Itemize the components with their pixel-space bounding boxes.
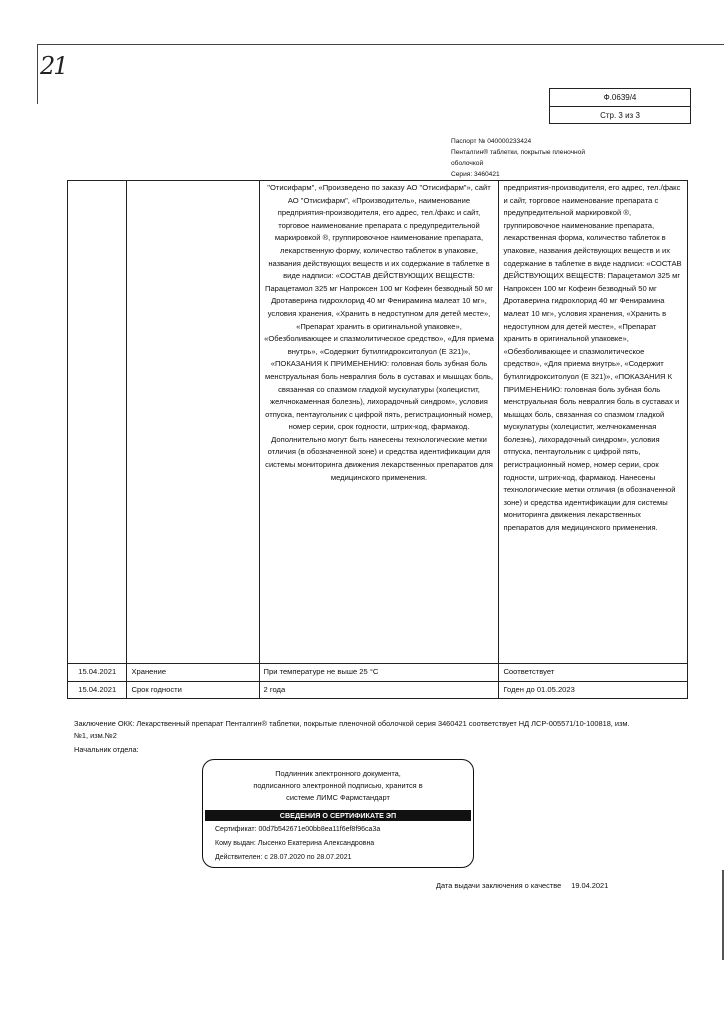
result-cell: предприятия-производителя, его адрес, тел./факс и сайт, торговое наименование препарата с предупредительной маркировкой ®, группировочное наименование препарата, лекарственная форма, количество таблеток в упаковке, названия действующих веществ и их содержание в таблетке в виде надписи: «СОСТАВ ДЕЙСТВУЮЩИХ ВЕЩЕСТВ: Парацетамол 325 мг Напроксен 100 мг Кофеин безводный 50 мг Дротаверина гидрохлорид 40 мг Фенирамина малеат 10 мг», условия хранения, «Хранить в недоступном для детей месте», «Препарат хранить в оригинальной упаковке», «Обезболивающее и спазмолитическое средство», «Для приема внутрь», «Содержит бутилгидрокситолуол (Е 321)», «ПОКАЗАНИЯ К ПРИМЕНЕНИЮ: головная боль зубная боль менструальная боль невралгия боль в суставах и мышцах боль, связанная со спазмом гладкой мускулатуры (холецистит, желчнокаменная болезнь), лихорадочный синдром», условия отпуска, пентаугольник с цифрой пять, регистрационный номер, номер серии, срок годности, штрих-код, фармакод. Нанесены технологические метки отличия (в обозначенной зоне) и средства идентификации для системы мониторинга движения лекарственных препаратов для медицинского применения. <box>499 181 688 664</box>
electronic-signature-stamp <box>202 759 474 868</box>
requirement-cell: 2 года <box>259 681 499 699</box>
certificate-validity: Действителен: с 28.07.2020 по 28.07.2021 <box>215 854 352 861</box>
table-row <box>68 664 688 682</box>
quality-table <box>67 180 688 699</box>
handwritten-page-number: 21 <box>40 52 67 80</box>
result-cell: Соответствует <box>499 664 688 682</box>
certificate-header: СВЕДЕНИЯ О СЕРТИФИКАТЕ ЭП <box>205 810 471 821</box>
parameter-cell: Срок годности <box>127 681 259 699</box>
left-border-line <box>37 44 38 104</box>
certificate-id: Сертификат: 00d7b542671e00bb8ea11f6ef8f96ca3a <box>215 826 381 833</box>
certificate-owner: Кому выдан: Лысенко Екатерина Александровна <box>215 840 375 847</box>
table-row <box>68 181 688 664</box>
passport-info <box>451 136 641 180</box>
issue-date-line <box>436 881 608 890</box>
page-number: Стр. 3 из 3 <box>550 106 690 124</box>
requirement-cell: При температуре не выше 25 °С <box>259 664 499 682</box>
requirement-text: "Отисифарм", «Произведено по заказу АО "Отисифарм"», сайт АО "Отисифарм", «Производитель», наименование предприятия-производителя, его адрес, тел./факс и сайт, торговое наименование препарата с предупредительной маркировкой ®, группировочное наименование препарата, лекарственную форму, количество таблеток в упаковке, названия действующих веществ и их содержание в таблетке в виде надписи: «СОСТАВ ДЕЙСТВУЮЩИХ ВЕЩЕСТВ: Парацетамол 325 мг Напроксен 100 мг Кофеин безводный 50 мг Дротаверина гидрохлорид 40 мг Фенирамина малеат 10 мг», условия хранения, «Хранить в недоступном для детей месте», «Препарат хранить в оригинальной упаковке», «Обезболивающее и спазмолитическое средство», «Для приема внутрь», «Содержит бутилгидрокситолуол (Е 321)», «ПОКАЗАНИЯ К ПРИМЕНЕНИЮ: головная боль зубная боль менструальная боль невралгия боль в суставах и мышцах боль, связанная со спазмом гладкой мускулатуры (холецистит, желчнокаменная болезнь), лихорадочный синдром», условия отпуска, пентаугольник с цифрой пять, регистрационный номер, номер серии, срок годности, штрих-код, фармакод. Дополнительно могут быть нанесены технологические метки отличия (в обозначенной зоне) и средства идентификации для системы мониторинга движения лекарственных препаратов для медицинского применения. <box>264 183 494 482</box>
signature-note-line1: Подлинник электронного документа, <box>275 769 401 778</box>
product-name-line1: Пенталгин® таблетки, покрытые пленочной <box>451 149 586 156</box>
chief-label: Начальник отдела: <box>74 745 139 754</box>
signature-note-line3: системе ЛИМС Фармстандарт <box>286 793 390 802</box>
date-cell: 15.04.2021 <box>68 664 127 682</box>
date-cell: 15.04.2021 <box>68 681 127 699</box>
top-border-line <box>37 44 724 45</box>
passport-number: Паспорт № 040000233424 <box>451 138 532 145</box>
series-number: Серия: 3460421 <box>451 171 500 178</box>
result-cell: Годен до 01.05.2023 <box>499 681 688 699</box>
requirement-cell <box>259 181 499 664</box>
parameter-cell: Хранение <box>127 664 259 682</box>
product-name-line2: оболочкой <box>451 160 484 167</box>
form-code-box <box>549 88 691 124</box>
table-row <box>68 681 688 699</box>
signature-note-line2: подписанного электронной подписью, хранится в <box>253 781 423 790</box>
issue-date-label: Дата выдачи заключения о качестве <box>436 881 562 890</box>
signature-note <box>203 768 473 804</box>
parameter-cell <box>127 181 259 664</box>
qc-conclusion: Заключение ОКК: Лекарственный препарат Пенталгин® таблетки, покрытые пленочной оболочкой серия 3460421 соответствует НД ЛСР-005571/10-100818, изм.№1, изм.№2 <box>74 719 630 740</box>
form-code: Ф.0639/4 <box>603 93 637 102</box>
date-cell <box>68 181 127 664</box>
issue-date-value: 19.04.2021 <box>571 881 609 890</box>
